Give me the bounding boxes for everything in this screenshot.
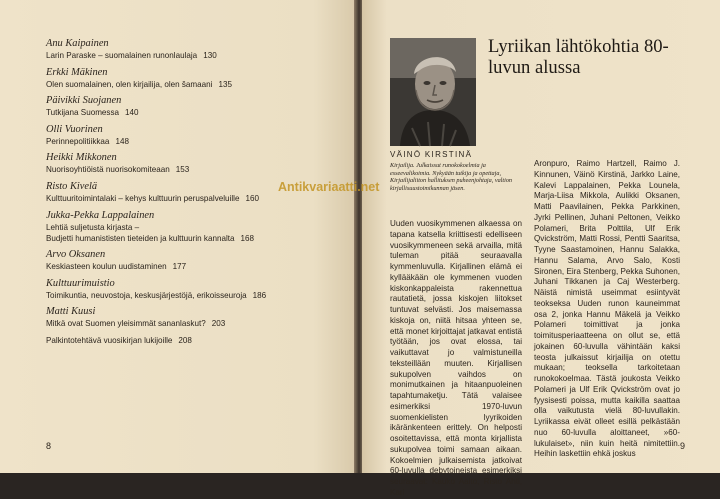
- toc-title: Olen suomalainen, olen kirjailija, olen šamaani: [46, 79, 213, 89]
- toc-page-number: 186: [252, 290, 267, 300]
- toc-page-number: 168: [240, 233, 255, 243]
- toc-author: Kulttuurimuistio: [46, 277, 115, 289]
- toc-entry: [46, 335, 346, 346]
- toc-page-number: 148: [115, 136, 129, 146]
- toc-title-line: [46, 318, 346, 329]
- toc-author: Matti Kuusi: [46, 306, 96, 318]
- toc-author: Erkki Mäkinen: [46, 66, 108, 78]
- toc-title-line: [46, 50, 346, 61]
- toc-author: Arvo Oksanen: [46, 249, 106, 261]
- right-page: [362, 0, 720, 497]
- toc-entry: [46, 278, 346, 301]
- watermark: Antikvariaatti.net: [278, 180, 380, 194]
- toc-title-line: [46, 79, 346, 90]
- toc-entry: [46, 38, 346, 61]
- toc-title: Keskiasteen koulun uudistaminen: [46, 262, 167, 272]
- toc-author: Risto Kivelä: [46, 180, 98, 192]
- toc-entry: [46, 124, 346, 147]
- toc-title: Nuorisoyhtiöistä nuorisokomiteaan: [46, 165, 170, 175]
- toc-title: Larin Paraske – suomalainen runonlaulaja: [46, 51, 198, 60]
- author-portrait-illustration: [390, 38, 476, 146]
- toc-title: Toimikuntia, neuvostoja, keskusjärjestöjä, erikoisseuroja: [46, 290, 247, 300]
- toc-title: Palkintotehtävä vuosikirjan lukijoille: [46, 335, 173, 345]
- article-column-2: Aronpuro, Raimo Hartzell, Raimo J. Kinnunen, Väinö Kirstinä, Jarkko Laine, Kalevi Lappalainen, Pekka Lounela, Marja-Liisa Mikkola, Aulikki Oksanen, Matti Paavilainen, Pekka Parkkinen, Jyrki Pellinen, Juhani Peltonen, Veikko Polameri, Brita Polttila, Ulf Erik Qvickström, Matti Rossi, Pentti Saaritsa, Tyyne Saastamoinen, Hannu Salakka, Hannu Salama, Arvo Salo, Kosti Sironen, Eira Stenberg, Pekka Suhonen, Juhani Tikkanen ja Caj Westerberg. Näistä nimistä useimmat esiintyvät teokseksa Uuden runon kauneimmat osa 2, jonka Hannu Mäkelä ja Veikko Polameri toimittivat ja jonka toimitusperiaatteena on ollut se, että jokainen 60-luvulla vähintään kaksi teosta julkaissut kirjailija on otettu mukaan; teoksella tarkoitetaan runokokoelmaa. Tästä joukosta Veikko Polameri ja Ulf Erik Qvickström ovat jo fyysisesti poissa, mutta kaikilla saattaa olla vaikutusta vielä 80-luvullakin. Lyriikassa eivät olleet esillä pelkästään nuo 60-luvulla aloittaneet, »60-lukulaiset», niin kuin heitä nimitettiin. Heihin laskettiin ehkä joskus: [534, 159, 680, 459]
- page-number-left: 8: [46, 441, 52, 451]
- toc-title-line: [46, 290, 346, 301]
- toc-entry: [46, 152, 346, 175]
- article-column-1: Uuden vuosikymmenen alkaessa on tapana katsella kriittisesti edelliseen vuosikymmeneen sekä arvailla, mitä tuleman pitää seuraavalla kymmenluvulla. Kirjallinen elämä ei kyllääkään ole kymmenen vuoden kiskonkappaleista rakennettua rautatietä, jossa kiskojen liitokset tuntuvat selvästi. Jos maisemassa kiskoja on, niitä hitsaa yhteen se, että monet kirjoittajat jatkavat entistä työtään, jos ovat elossa, tai vaikuttavat jo valmistuneilla teksteillään muuten. Kirjallisen sukupolven vaihdos on monimutkainen ja hitaanpuoleinen tapahtumaketju. Tätä valaisee esimerkiksi 1970-luvun suomenkielisten lyyrikoiden ikäränkenteen erittely. On helposti osoitettavissa, että monta kirjallista sukupolvea toimi samaan aikaan. Kokoelmien julkaisemista jatkoivat 60-luvulla debytoineista esimerkiksi seuraavat: Kauko Aalto, Risto Ahti, Kari: [390, 219, 522, 497]
- author-portrait: [390, 38, 476, 146]
- toc-author: Heikki Mikkonen: [46, 152, 117, 164]
- toc-entry: [46, 95, 346, 118]
- byline-block: [390, 150, 514, 192]
- toc-page-number: 140: [125, 108, 139, 118]
- toc-entry: [46, 67, 346, 90]
- toc-title-line: [46, 261, 346, 272]
- toc-title: Budjetti humanististen tieteiden ja kulttuurin kannalta: [46, 233, 235, 243]
- toc-page-number: 135: [218, 79, 232, 89]
- author-bio: Kirjailija. Julkaissut runokokoelmia ja esseevalikoimia. Nykyään tutkija ja opettaja, Kirjailijaliiton hallituksen puheenjohtaja, valtion kirjallisuustoimikunnan jäsen.: [390, 162, 513, 192]
- toc-page-number: 160: [245, 193, 259, 203]
- toc-entry: [46, 306, 346, 329]
- table-of-contents: [46, 38, 346, 352]
- toc-title-line: [46, 193, 346, 204]
- toc-page-number: 153: [175, 165, 190, 175]
- toc-title: Mitkä ovat Suomen yleisimmät sananlaskut?: [46, 319, 206, 329]
- toc-author: Jukka-Pekka Lappalainen: [46, 209, 155, 221]
- page-number-right: 9: [679, 441, 685, 451]
- toc-title-line: [46, 335, 346, 346]
- toc-author: Päivikki Suojanen: [46, 95, 122, 107]
- toc-title: Perinnepolitiikkaa: [46, 136, 110, 146]
- toc-title: Tutkijana Suomessa: [46, 108, 120, 118]
- toc-entry: [46, 210, 346, 244]
- toc-title-line: [46, 222, 346, 233]
- toc-page-number: 130: [203, 51, 217, 60]
- toc-entry: [46, 181, 346, 204]
- toc-page-number: 203: [211, 319, 226, 329]
- toc-title-line: [46, 164, 346, 175]
- left-page: [0, 0, 356, 473]
- toc-title-line: [46, 107, 346, 118]
- author-byline: VÄINÖ KIRSTINÄ: [390, 150, 473, 159]
- article-headline: Lyriikan lähtökohtia 80-luvun alussa: [488, 36, 669, 78]
- toc-entry: [46, 249, 346, 272]
- toc-title: Kulttuuritoimintalaki – kehys kulttuurin peruspalveluille: [46, 193, 240, 203]
- toc-author: Anu Kaipainen: [46, 38, 109, 49]
- toc-title-line: [46, 233, 346, 244]
- toc-title: Lehtiä suljetusta kirjasta –: [46, 222, 140, 232]
- toc-title-line: [46, 136, 346, 147]
- toc-page-number: 177: [172, 262, 187, 272]
- toc-page-number: 208: [178, 335, 192, 345]
- toc-author: Olli Vuorinen: [46, 123, 103, 135]
